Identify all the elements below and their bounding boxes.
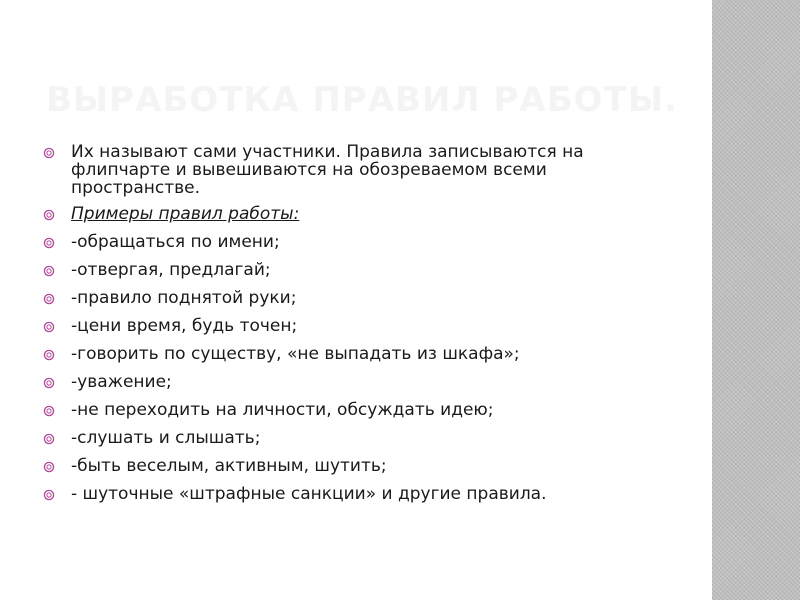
decorative-side-panel [712,0,800,600]
list-item [40,429,680,447]
list-item-text: -обращаться по имени; [71,232,280,252]
list-item [40,289,680,307]
list-item [40,401,680,419]
list-item-text: -слушать и слышать; [71,428,261,448]
list-item-text: - шуточные «штрафные санкции» и другие правила. [71,484,547,504]
list-item-text: Примеры правил работы: [71,204,300,224]
list-item [40,233,680,251]
list-item-text: -отвергая, предлагай; [71,260,271,280]
circle-bullet-icon [42,233,58,251]
list-item-text: -говорить по существу, «не выпадать из шкафа»; [71,344,520,364]
circle-bullet-icon [42,457,58,475]
circle-bullet-icon [42,289,58,307]
list-item [40,143,680,197]
circle-bullet-icon [42,429,58,447]
list-item [40,485,680,503]
list-item [40,205,680,223]
list-item [40,317,680,335]
list-item-text: -не переходить на личности, обсуждать идею; [71,400,494,420]
list-item [40,457,680,475]
list-item [40,345,680,363]
circle-bullet-icon [42,373,58,391]
list-item-text: -быть веселым, активным, шутить; [71,456,387,476]
circle-bullet-icon [42,143,58,161]
bullet-list [40,143,680,513]
list-item-text: -правило поднятой руки; [71,288,297,308]
list-item [40,373,680,391]
circle-bullet-icon [42,345,58,363]
slide-title: ВЫРАБОТКА ПРАВИЛ РАБОТЫ. [46,80,678,120]
circle-bullet-icon [42,205,58,223]
list-item-text: -уважение; [71,372,172,392]
circle-bullet-icon [42,401,58,419]
list-item-text: -цени время, будь точен; [71,316,298,336]
circle-bullet-icon [42,485,58,503]
list-item-text: Их называют сами участники. Правила записываются на флипчарте и вывешиваются на обозреваемом всеми пространстве. [71,142,584,198]
list-item [40,261,680,279]
circle-bullet-icon [42,317,58,335]
circle-bullet-icon [42,261,58,279]
